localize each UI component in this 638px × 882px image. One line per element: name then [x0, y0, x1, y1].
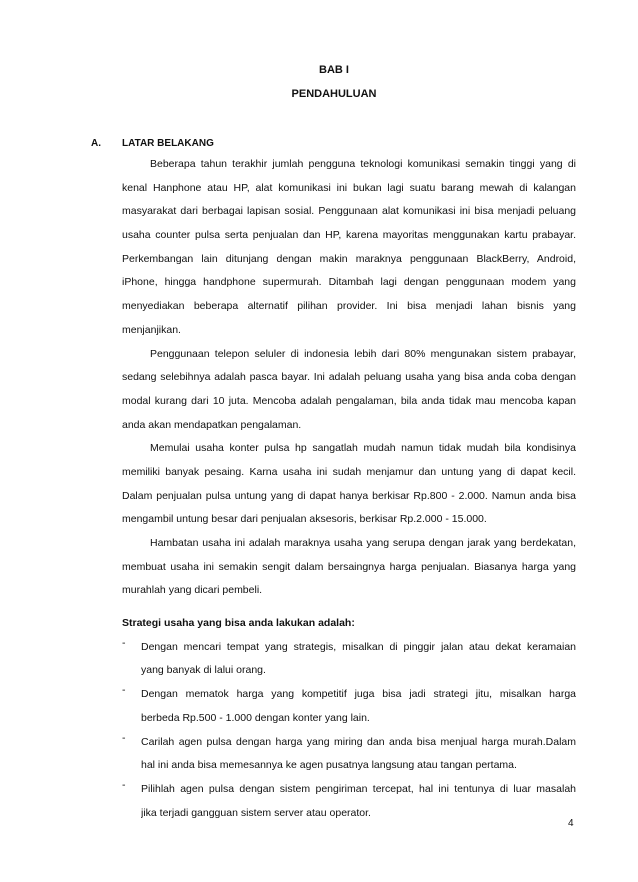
bullet-line: jika terjadi gangguan sistem server atau operator. [141, 806, 371, 819]
paragraph-line: iPhone, hingga handphone supermurah. Ditambah lagi dengan penggunaan modem yang [122, 276, 576, 289]
bullet-marker: - [122, 778, 126, 791]
bullet-line: berbeda Rp.500 - 1.000 dengan konter yang lain. [141, 711, 370, 724]
bullet-marker: - [122, 636, 126, 649]
section-title: LATAR BELAKANG [122, 138, 214, 149]
bullet-line: Dengan mematok harga yang kompetitif juga bisa jadi strategi jitu, misalkan harga [141, 688, 576, 701]
paragraph-line: Perkembangan lain ditunjang dengan makin maraknya penggunaan BlackBerry, Android, [122, 252, 576, 265]
paragraph-line: menyediakan beberapa alternatif pilihan provider. Ini bisa menjadi lahan bisnis yang [122, 300, 576, 313]
paragraph-line: menjanjikan. [122, 323, 181, 336]
strategy-list-item [122, 732, 576, 779]
paragraph-line: Beberapa tahun terakhir jumlah pengguna teknologi komunikasi semakin tinggi yang di [150, 158, 576, 170]
bullet-line: yang banyak di lalui orang. [141, 664, 266, 677]
bullet-line: hal ini anda bisa memesannya ke agen pusatnya langsung atau tangan pertama. [141, 759, 517, 772]
paragraph-line: mengambil untung besar dari penjualan aksesoris, berkisar Rp.2.000 - 15.000. [122, 513, 487, 526]
paragraph-line: anda akan mendapatkan pengalaman. [122, 418, 302, 431]
paragraph-line: usaha counter pulsa serta penjualan dan HP, karena mayoritas menggunakan kartu prabayar. [122, 229, 576, 242]
paragraph-line: modal kurang dari 10 juta. Mencoba adalah pengalaman, bila anda tidak mau mencoba kapan [122, 394, 576, 407]
paragraph-line: Penggunaan telepon seluler di indonesia lebih dari 80% mengunakan sistem prabayar, [150, 347, 576, 360]
bullet-line: Pilihlah agen pulsa dengan sistem pengiriman tercepat, hal ini tentunya di luar masalah [141, 782, 576, 795]
strategy-list-item [122, 779, 576, 826]
paragraph-line: Hambatan usaha ini adalah maraknya usaha yang serupa dengan jarak yang berdekatan, [150, 537, 576, 549]
strategy-list-item [122, 637, 576, 684]
strategy-list-item [122, 684, 576, 731]
paragraph-line: masyarakat dari berbagai lapisan sosial. Penggunaan alat komunikasi ini bisa menjadi peluang [122, 205, 576, 218]
chapter-title: PENDAHULUAN [291, 88, 377, 100]
paragraph-line: murahlah yang dicari pembeli. [122, 584, 263, 597]
paragraph-line: sedang selebihnya adalah pasca bayar. Ini adalah peluang usaha yang bisa anda coba dengan [122, 371, 576, 384]
section-letter: A. [91, 138, 101, 149]
paragraph-line: membuat usaha ini semakin sengit dalam bersaingnya harga penjualan. Biasanya harga yang [122, 560, 576, 573]
paragraph-line: kenal Hanphone atau HP, alat komunikasi ini bukan lagi suatu barang mewah di kalangan [122, 181, 576, 194]
strategy-heading: Strategi usaha yang bisa anda lakukan adalah: [122, 617, 355, 630]
page-number: 4 [568, 818, 574, 829]
bullet-line: Dengan mencari tempat yang strategis, misalkan di pinggir jalan atau dekat keramaian [141, 640, 576, 653]
bullet-line: Carilah agen pulsa dengan harga yang miring dan anda bisa menjual harga murah.Dalam [141, 735, 576, 748]
paragraph-line: memiliki banyak pesaing. Karna usaha ini sudah menjamur dan untung yang di dapat kecil. [122, 465, 576, 478]
section-body [122, 154, 576, 826]
paragraph-line: Memulai usaha konter pulsa hp sangatlah mudah namun tidak mudah bila kondisinya [150, 442, 576, 455]
bullet-marker: - [122, 684, 126, 697]
chapter-label: BAB I [319, 64, 349, 76]
paragraph-line: Dalam penjualan pulsa untung yang di dapat hanya berkisar Rp.800 - 2.000. Namun anda bisa [122, 489, 576, 502]
bullet-marker: - [122, 731, 126, 744]
